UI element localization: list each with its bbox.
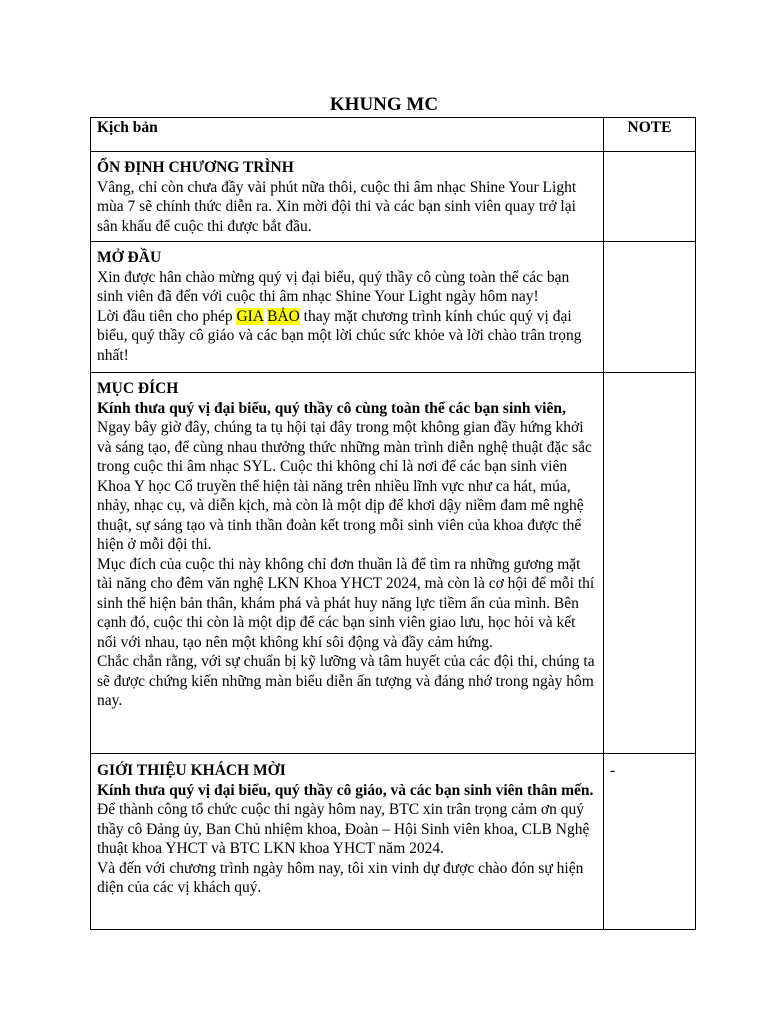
bold-greeting: Kính thưa quý vị đại biểu, quý thầy cô cùng toàn thể các bạn sinh viên,	[97, 399, 566, 417]
section-title: MỤC ĐÍCH	[97, 380, 179, 397]
text-fragment: Lời đầu tiên cho phép	[97, 307, 237, 325]
column-header-note: NOTE	[604, 118, 696, 152]
script-cell	[91, 152, 604, 242]
note-text: -	[610, 762, 616, 779]
paragraph: Và đến với chương trình ngày hôm nay, tôi xin vinh dự được chào đón sự hiện diện của các vị khách quý.	[97, 859, 584, 896]
bold-greeting: Kính thưa quý vị đại biểu, quý thầy cô giáo, và các bạn sinh viên thân mến.	[97, 781, 594, 799]
table-row	[91, 242, 696, 373]
paragraph: Xin được hân chào mừng quý vị đại biểu, quý thầy cô cùng toàn thể các bạn sinh viên đã đến với cuộc thi âm nhạc Shine Your Light ngày hôm nay!	[97, 268, 570, 305]
table-header-row	[91, 118, 696, 152]
section-title: MỞ ĐẦU	[97, 249, 162, 266]
table-row	[91, 152, 696, 242]
note-cell	[604, 373, 696, 754]
paragraph: Ngay bây giờ đây, chúng ta tụ hội tại đây trong một không gian đầy hứng khởi và sáng tạo, để cùng nhau thưởng thức những màn trình diễn nghệ thuật đặc sắc trong cuộc thi âm nhạc SYL. Cuộc thi không chỉ là nơi để các bạn sinh viên Khoa Y học Cổ truyền thể hiện tài năng trên nhiều lĩnh vực như ca hát, múa, nhảy, nhạc cụ, và diễn kịch, mà còn là một dịp để khơi dậy niềm đam mê nghệ thuật, sự sáng tạo và tinh thần đoàn kết trong mỗi sinh viên của khoa được thể hiện ở mỗi đội thi.	[97, 419, 592, 553]
column-header-script: Kịch bản	[91, 118, 604, 152]
section-title: GIỚI THIỆU KHÁCH MỜI	[97, 762, 286, 779]
paragraph-with-highlight	[97, 307, 597, 366]
highlighted-name: GIA	[236, 307, 264, 325]
table-row	[91, 754, 696, 930]
note-text	[610, 373, 689, 380]
paragraph: Mục đích của cuộc thi này không chỉ đơn thuần là để tìm ra những gương mặt tài năng cho đêm văn nghệ LKN Khoa YHCT 2024, mà còn là cơ hội để mỗi thí sinh thể hiện bản thân, khám phá và phát huy năng lực tiềm ẩn của mình. Bên cạnh đó, cuộc thi còn là một dịp để các bạn sinh viên giao lưu, học hỏi và kết nối với nhau, tạo nên một không khí sôi động và đầy cảm hứng.	[97, 555, 595, 651]
section-title: ỔN ĐỊNH CHƯƠNG TRÌNH	[97, 159, 294, 176]
note-cell	[604, 754, 696, 930]
note-cell	[604, 242, 696, 373]
script-table	[90, 117, 696, 930]
note-text	[610, 152, 689, 159]
script-cell	[91, 242, 604, 373]
paragraph: Vâng, chỉ còn chưa đầy vài phút nữa thôi, cuộc thi âm nhạc Shine Your Light mùa 7 sẽ chính thức diễn ra. Xin mời đội thi và các bạn sinh viên quay trở lại sân khấu để cuộc thi được bắt đầu.	[97, 178, 577, 235]
text-fragment: thay mặt chương trình kính chúc quý vị đại biểu, quý thầy cô giáo và các bạn một lời chúc sức khỏe và lời chào trân trọng nhất!	[97, 307, 582, 364]
script-cell	[91, 754, 604, 930]
note-cell	[604, 152, 696, 242]
table-row	[91, 373, 696, 754]
paragraph: Chắc chắn rằng, với sự chuẩn bị kỹ lưỡng và tâm huyết của các đội thi, chúng ta sẽ được chứng kiến những màn biểu diễn ấn tượng và đáng nhớ trong ngày hôm nay.	[97, 653, 595, 709]
script-cell	[91, 373, 604, 754]
page-title: KHUNG MC	[329, 94, 439, 115]
highlighted-name: BẢO	[267, 307, 300, 325]
paragraph: Để thành công tổ chức cuộc thi ngày hôm nay, BTC xin trân trọng cảm ơn quý thầy cô Đảng ủy, Ban Chủ nhiệm khoa, Đoàn – Hội Sinh viên khoa, CLB Nghệ thuật khoa YHCT và BTC LKN khoa YHCT năm 2024.	[97, 801, 590, 857]
note-text	[610, 242, 689, 249]
